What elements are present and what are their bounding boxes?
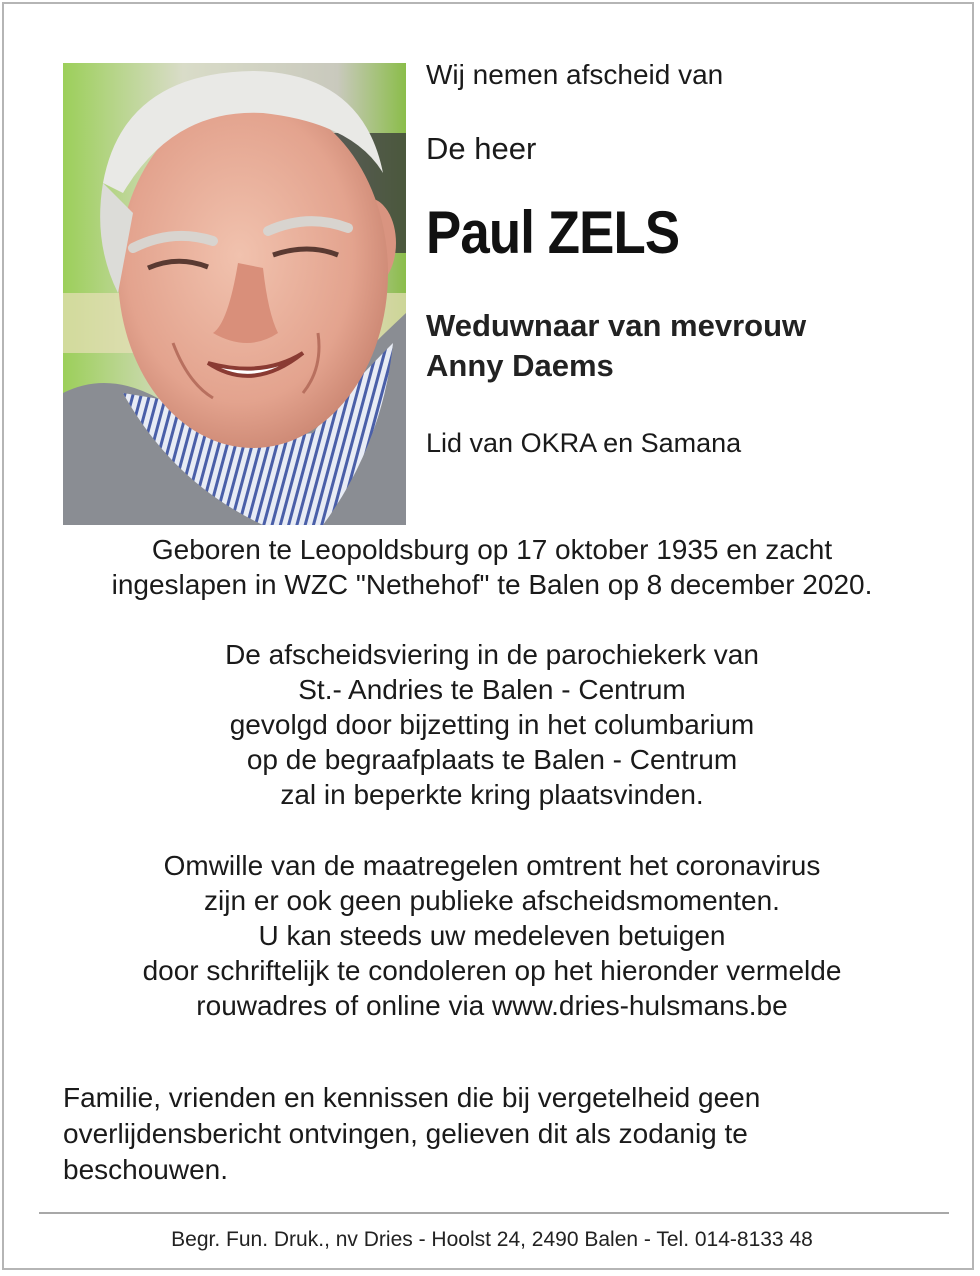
- printer-footer: Begr. Fun. Druk., nv Dries - Hoolst 24, 2490 Balen - Tel. 014-8133 48: [171, 1228, 813, 1251]
- paragraph-line: St.- Andries te Balen - Centrum: [298, 674, 686, 705]
- intro-text: Wij nemen afscheid van: [426, 59, 724, 90]
- paragraph-line: U kan steeds uw medeleven betuigen: [258, 920, 726, 951]
- paragraph-line: zijn er ook geen publieke afscheidsmomenten.: [204, 885, 780, 916]
- paragraph-line: overlijdensbericht ontvingen, gelieven dit als zodanig te: [63, 1118, 748, 1149]
- birth-death-paragraph: [4, 532, 980, 602]
- portrait-photo: [63, 63, 406, 525]
- paragraph-line: gevolgd door bijzetting in het columbarium: [229, 709, 755, 740]
- spouse-line: Weduwnaar van mevrouw: [426, 308, 807, 343]
- deceased-name: Paul ZELS: [426, 199, 680, 266]
- paragraph-line: Omwille van de maatregelen omtrent het coronavirus: [163, 850, 821, 881]
- ceremony-paragraph: [4, 637, 980, 812]
- membership-text: Lid van OKRA en Samana: [426, 428, 742, 458]
- honorific: De heer: [426, 131, 537, 166]
- spouse-text: [426, 306, 806, 386]
- paragraph-line: zal in beperkte kring plaatsvinden.: [280, 779, 704, 810]
- paragraph-line: Familie, vrienden en kennissen die bij vergetelheid geen: [63, 1082, 761, 1113]
- paragraph-line: op de begraafplaats te Balen - Centrum: [246, 744, 738, 775]
- family-note-paragraph: [63, 1080, 923, 1188]
- paragraph-line: beschouwen.: [63, 1154, 229, 1185]
- paragraph-line: De afscheidsviering in de parochiekerk van: [225, 639, 759, 670]
- corona-paragraph: [4, 848, 980, 1023]
- paragraph-line: Geboren te Leopoldsburg op 17 oktober 1935 en zacht: [151, 534, 833, 565]
- spouse-line: Anny Daems: [426, 348, 614, 383]
- paragraph-line: ingeslapen in WZC "Nethehof" te Balen op 8 december 2020.: [111, 569, 873, 600]
- paragraph-line: rouwadres of online via www.dries-hulsmans.be: [196, 990, 788, 1021]
- obituary-card: [2, 2, 974, 1270]
- footer-divider: [39, 1212, 949, 1214]
- paragraph-line: door schriftelijk te condoleren op het hieronder vermelde: [142, 955, 842, 986]
